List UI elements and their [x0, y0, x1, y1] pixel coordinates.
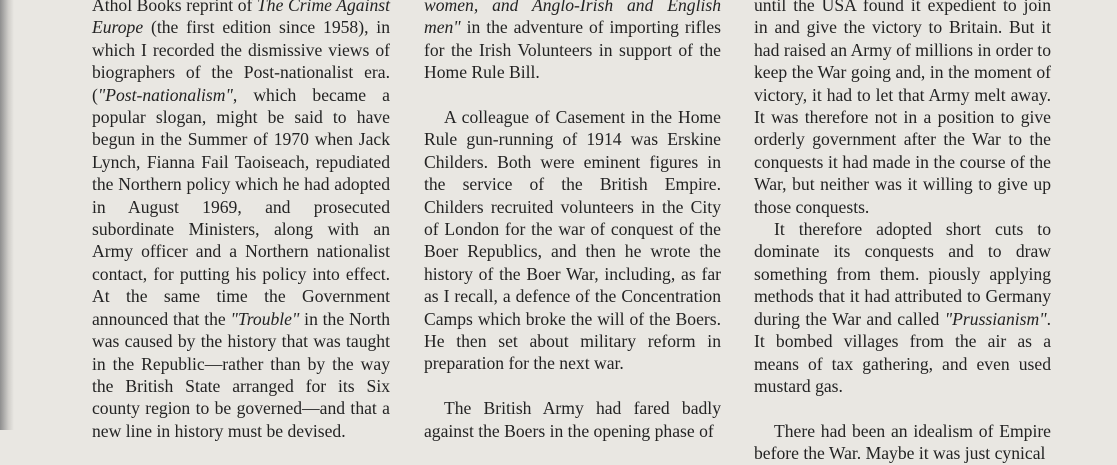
text-run: Athol Books reprint of — [92, 0, 257, 15]
text-run: . It bombed villages from the air as a means of tax gathering, and even used mustard gas. — [754, 308, 1051, 396]
paragraph — [424, 106, 721, 375]
text-run: There had been an idealism of Empire before the War. Maybe it was just cynical — [754, 420, 1051, 464]
text-run: It therefore adopted short cuts to dominate its conquests and to draw something from them. piously applying methods that it had attributed to Germany during the War and called — [754, 219, 1051, 329]
paragraph — [754, 0, 1051, 218]
text-run: in the North was caused by the history that was taught in the Republic—rather than by the way the British State arranged for its Six county region to be governed—and that a new line in history must be devised. — [92, 308, 391, 441]
paragraph — [754, 420, 1051, 465]
page-edge-shadow — [0, 0, 14, 430]
text-run: A colleague of Casement in the Home Rule gun-running of 1914 was Erskine Childers. Both were eminent figures in the service of the British Empire. Childers recruited volunteers in the City of London for the war of conquest of the Boer Republics, and then he wrote the history of the Boer War, including, as far as I recall, a defence of the Concentration Camps which broke the will of the Boers. He then set about military reform in preparation for the next war. — [424, 107, 721, 374]
paragraph — [754, 218, 1051, 397]
italic-text-run: The Crime Against Europe — [92, 0, 390, 38]
italic-text-run: women, and Anglo-Irish and English men" — [424, 0, 721, 38]
text-run: The British Army had fared badly against the Boers in the opening phase of — [424, 398, 721, 441]
text-run: (the first edition since 1958), in which I recorded the dismissive views of biographers of the Post-nationalist era. ( — [92, 17, 390, 105]
paragraph — [92, 0, 390, 442]
text-column-middle — [424, 0, 721, 442]
text-run: in the adventure of importing rifles for the Irish Volunteers in support of the Home Rule Bill. — [424, 17, 721, 83]
text-column-left — [92, 0, 390, 442]
paragraph — [424, 0, 721, 84]
italic-text-run: "Trouble" — [230, 308, 300, 329]
italic-text-run: "Prussianism" — [944, 308, 1047, 329]
text-run: , which became a popular slogan, might be said to have begun in the Summer of 1970 when Jack Lynch, Fianna Fail Taoiseach, repudiated the Northern policy which he had adopted in August 1969, and prosecuted subordinate Ministers, along with an Army officer and a Northern nationalist contact, for putting his policy into effect. At the same time the Government announced that the — [92, 84, 390, 329]
text-run: until the USA found it expedient to join in and give the victory to Britain. But it had raised an Army of millions in order to keep the War going and, in the moment of victory, it had to let that Army melt away. It was therefore not in a position to give orderly government after the War to the conquests it had made in the course of the War, but neither was it willing to give up those conquests. — [754, 0, 1051, 217]
paragraph — [424, 397, 721, 442]
text-column-right — [754, 0, 1051, 465]
italic-text-run: "Post-nationalism" — [97, 84, 233, 105]
